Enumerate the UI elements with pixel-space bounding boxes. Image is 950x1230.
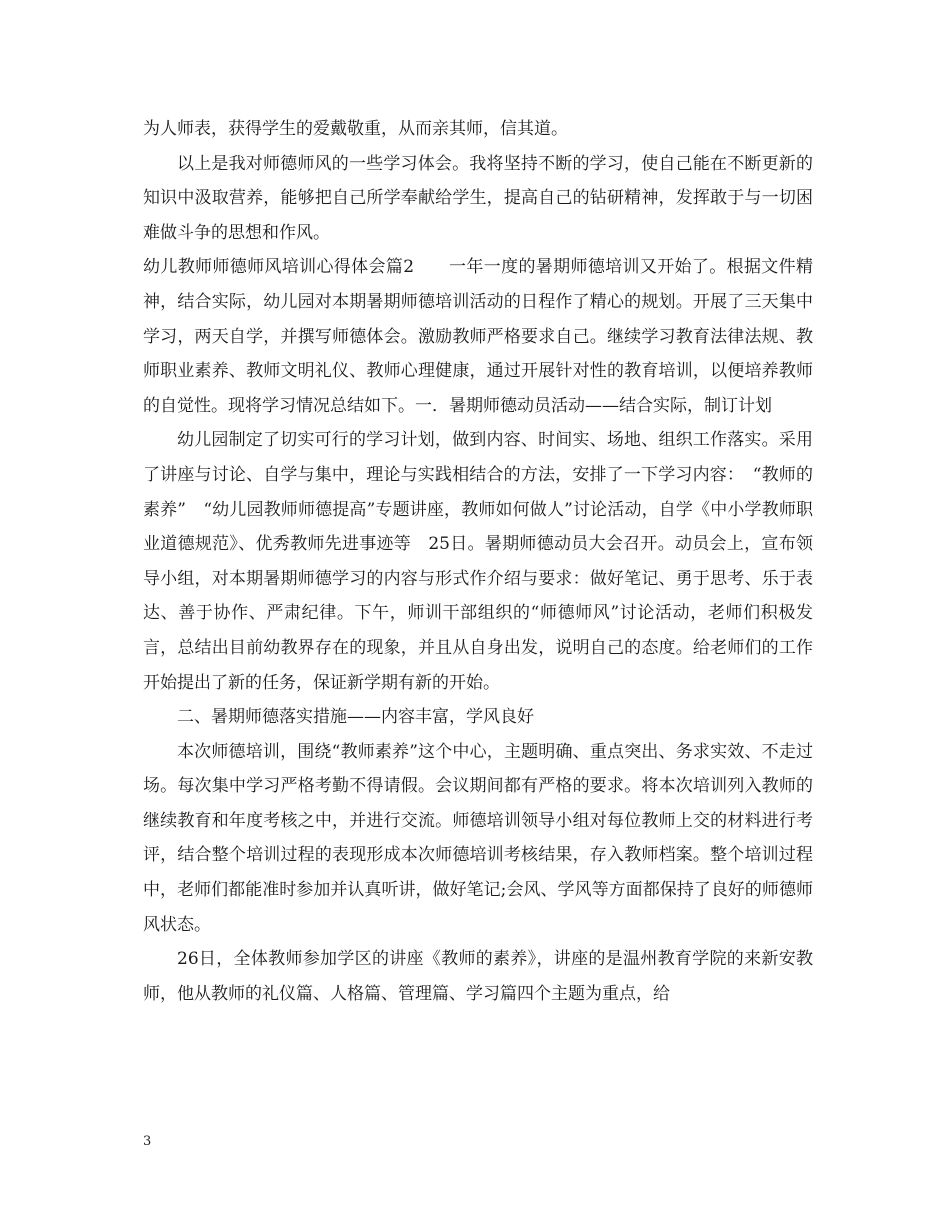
page-number: 3 xyxy=(143,1134,152,1149)
paragraph-4: 幼儿园制定了切实可行的学习计划，做到内容、时间实、场地、组织工作落实。采用了讲座与讨论、自学与集中，理论与实践相结合的方法，安排了一下学习内容： “教师的素养” “幼儿园教师师德提高”专题讲座，教师如何做人”讨论活动，自学《中小学教师职业道德规范》、优秀教师先进事迹等 25日。暑期师德动员大会召开。动员会上，宣布领导小组，对本期暑期师德学习的内容与形式作介绍与要求：做好笔记、勇于思考、乐于表达、善于协作、严肃纪律。下午，师训干部组织的“师德师风”讨论活动，老师们积极发言，总结出目前幼教界存在的现象，并且从自身出发，说明自己的态度。给老师们的工作开始提出了新的任务，保证新学期有新的开始。 xyxy=(143,430,813,693)
section-heading-2: 二、暑期师德落实措施——内容丰富，学风良好 xyxy=(177,707,534,728)
document-body xyxy=(143,112,813,1011)
paragraph-1: 为人师表，获得学生的爱戴敬重，从而亲其师，信其道。 xyxy=(143,119,568,139)
paragraph-5: 本次师德培训，围绕“教师素养”这个中心，主题明确、重点突出、务求实效、不走过场。每次集中学习严格考勤不得请假。会议期间都有严格的要求。将本次培训列入教师的继续教育和年度考核之中，并进行交流。师德培训领导小组对每位教师上交的材料进行考评，结合整个培训过程的表现形成本次师德培训考核结果，存入教师档案。整个培训过程中，老师们都能准时参加并认真听讲，做好笔记;会风、学风等方面都保持了良好的师德师风状态。 xyxy=(143,741,813,935)
paragraph-3: 幼儿教师师德师风培训心得体会篇2 一年一度的暑期师德培训又开始了。根据文件精神，结合实际，幼儿园对本期暑期师德培训活动的日程作了精心的规划。开展了三天集中学习，两天自学，并撰写师德体会。激励教师严格要求自己。继续学习教育法律法规、教师职业素养、教师文明礼仪、教师心理健康，通过开展针对性的教育培训，以便培养教师的自觉性。现将学习情况总结如下。一．暑期师德动员活动——结合实际，制订计划 xyxy=(143,257,813,416)
paragraph-2: 以上是我对师德师风的一些学习体会。我将坚持不断的学习，使自己能在不断更新的知识中汲取营养，能够把自己所学奉献给学生，提高自己的钻研精神，发挥敢于与一切困难做斗争的思想和作风。 xyxy=(143,153,813,243)
paragraph-6: 26日，全体教师参加学区的讲座《教师的素养》，讲座的是温州教育学院的来新安教师，他从教师的礼仪篇、人格篇、管理篇、学习篇四个主题为重点，给 xyxy=(143,949,813,1004)
